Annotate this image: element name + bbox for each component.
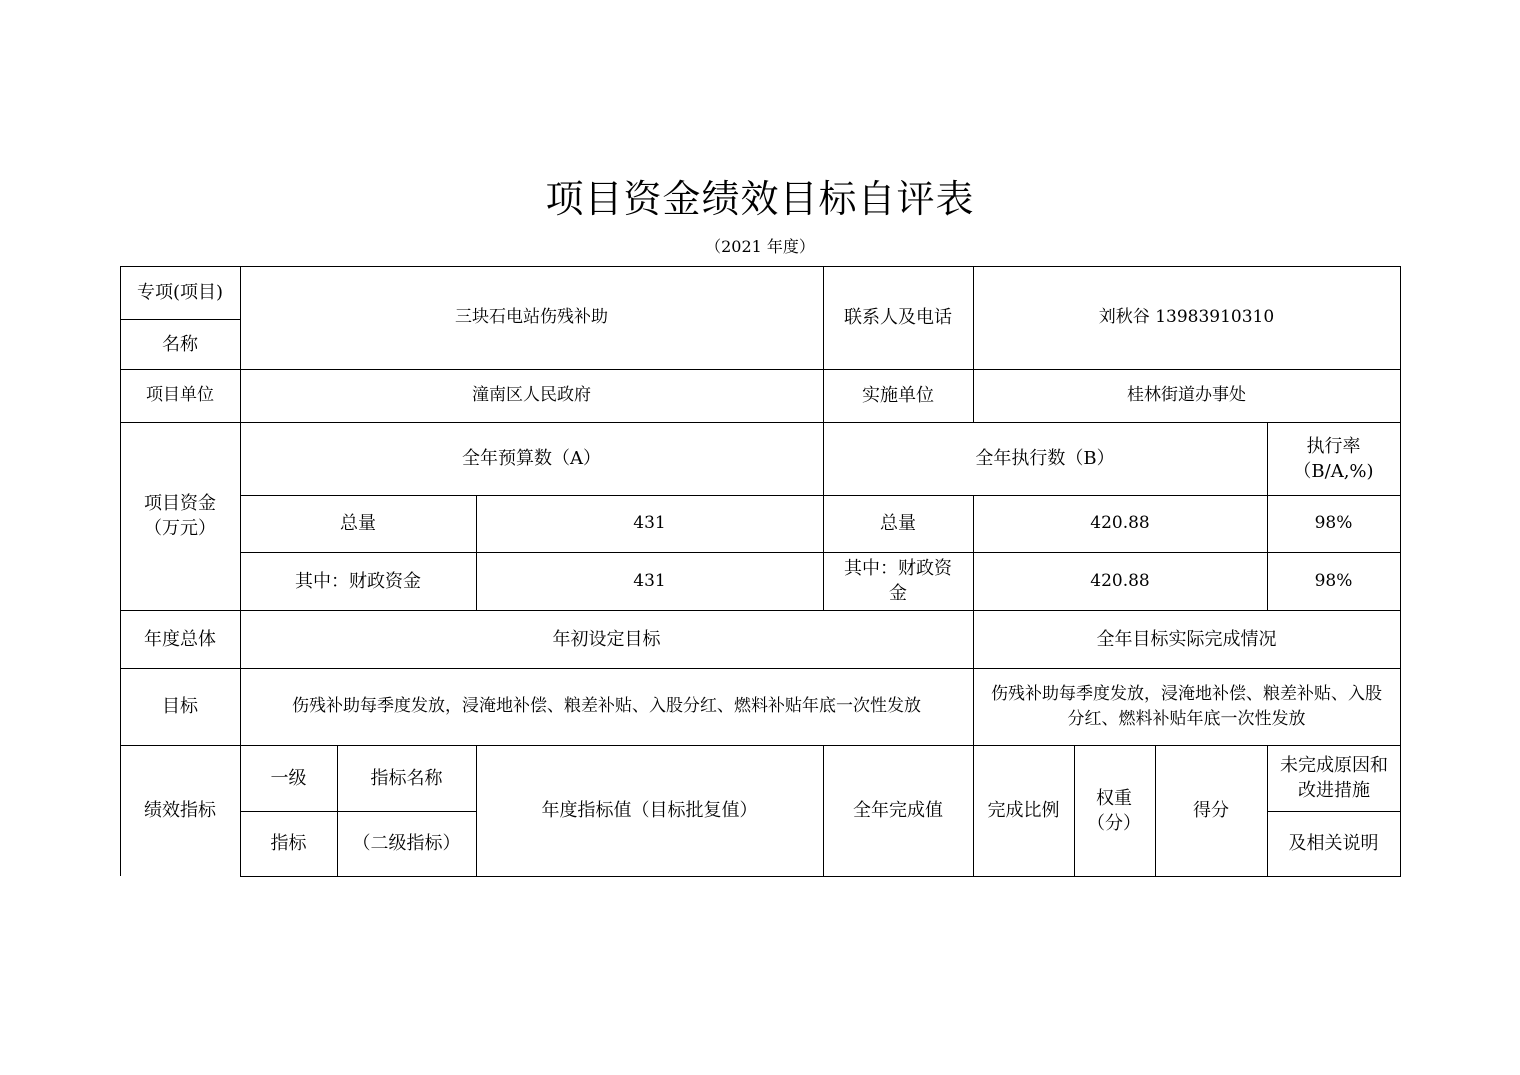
reason-header-line2: 及相关说明: [1288, 833, 1379, 854]
level1-indicator-line2: 指标: [270, 833, 307, 854]
project-name-label-line2: 名称: [162, 333, 198, 355]
initial-goal-text: 伤残补助每季度发放，浸淹地补偿、粮差补贴、入股分红、燃料补贴年底一次性发放: [292, 696, 921, 716]
funds-fiscal-exec-label: 其中：财政资金: [844, 558, 952, 604]
project-name-value: 三块石电站伤残补助: [455, 307, 608, 327]
indicator-name-line1: 指标名称: [370, 767, 443, 789]
completion-ratio-header: 完成比例: [987, 800, 1060, 821]
project-name-label-line1: 专项(项目): [136, 282, 224, 303]
performance-indicators-label: 绩效指标: [144, 800, 216, 821]
funds-fiscal-rate: 98%: [1314, 570, 1353, 591]
funds-total-budget: 431: [633, 513, 666, 533]
project-unit-value: 潼南区人民政府: [472, 385, 591, 405]
actual-completion-text: 伤残补助每季度发放，浸淹地补偿、粮差补贴、入股分红、燃料补贴年底一次性发放: [991, 683, 1382, 729]
funds-fiscal-budget: 431: [633, 570, 666, 591]
execution-rate-header: 执行率（B/A,%): [1293, 435, 1374, 482]
funds-total-rate: 98%: [1314, 513, 1353, 533]
project-unit-label: 项目单位: [146, 385, 214, 405]
funds-total-exec: 420.88: [1090, 513, 1150, 533]
annual-goal-label-line2: 目标: [162, 696, 198, 717]
reason-header-line1: 未完成原因和改进措施: [1280, 755, 1388, 801]
funds-fiscal-exec: 420.88: [1090, 570, 1150, 591]
annual-budget-header: 全年预算数（A）: [462, 448, 601, 469]
contact-value: 刘秋谷 13983910310: [1098, 307, 1275, 327]
level1-indicator-line1: 一级: [270, 767, 307, 789]
indicator-name-line2: （二级指标）: [352, 833, 461, 854]
initial-goal-header: 年初设定目标: [552, 628, 661, 650]
contact-label: 联系人及电话: [844, 307, 952, 328]
implementing-unit-value: 桂林街道办事处: [1127, 385, 1246, 405]
score-header: 得分: [1193, 800, 1229, 821]
funds-total-label: 总量: [340, 513, 376, 534]
document-title: 项目资金绩效目标自评表: [545, 177, 975, 221]
annual-execution-header: 全年执行数（B）: [975, 448, 1115, 469]
funds-fiscal-label: 其中：财政资金: [295, 570, 421, 592]
implementing-unit-label: 实施单位: [862, 385, 934, 406]
annual-goal-label-line1: 年度总体: [144, 628, 216, 650]
weight-header: 权重（分）: [1087, 787, 1141, 834]
actual-completion-header: 全年目标实际完成情况: [1096, 628, 1277, 650]
document-year: （2021 年度）: [705, 237, 815, 256]
annual-indicator-value-header: 年度指标值（目标批复值）: [541, 800, 758, 821]
full-year-value-header: 全年完成值: [853, 800, 943, 821]
project-funds-label: 项目资金（万元）: [144, 493, 216, 539]
funds-total-exec-label: 总量: [880, 513, 916, 534]
